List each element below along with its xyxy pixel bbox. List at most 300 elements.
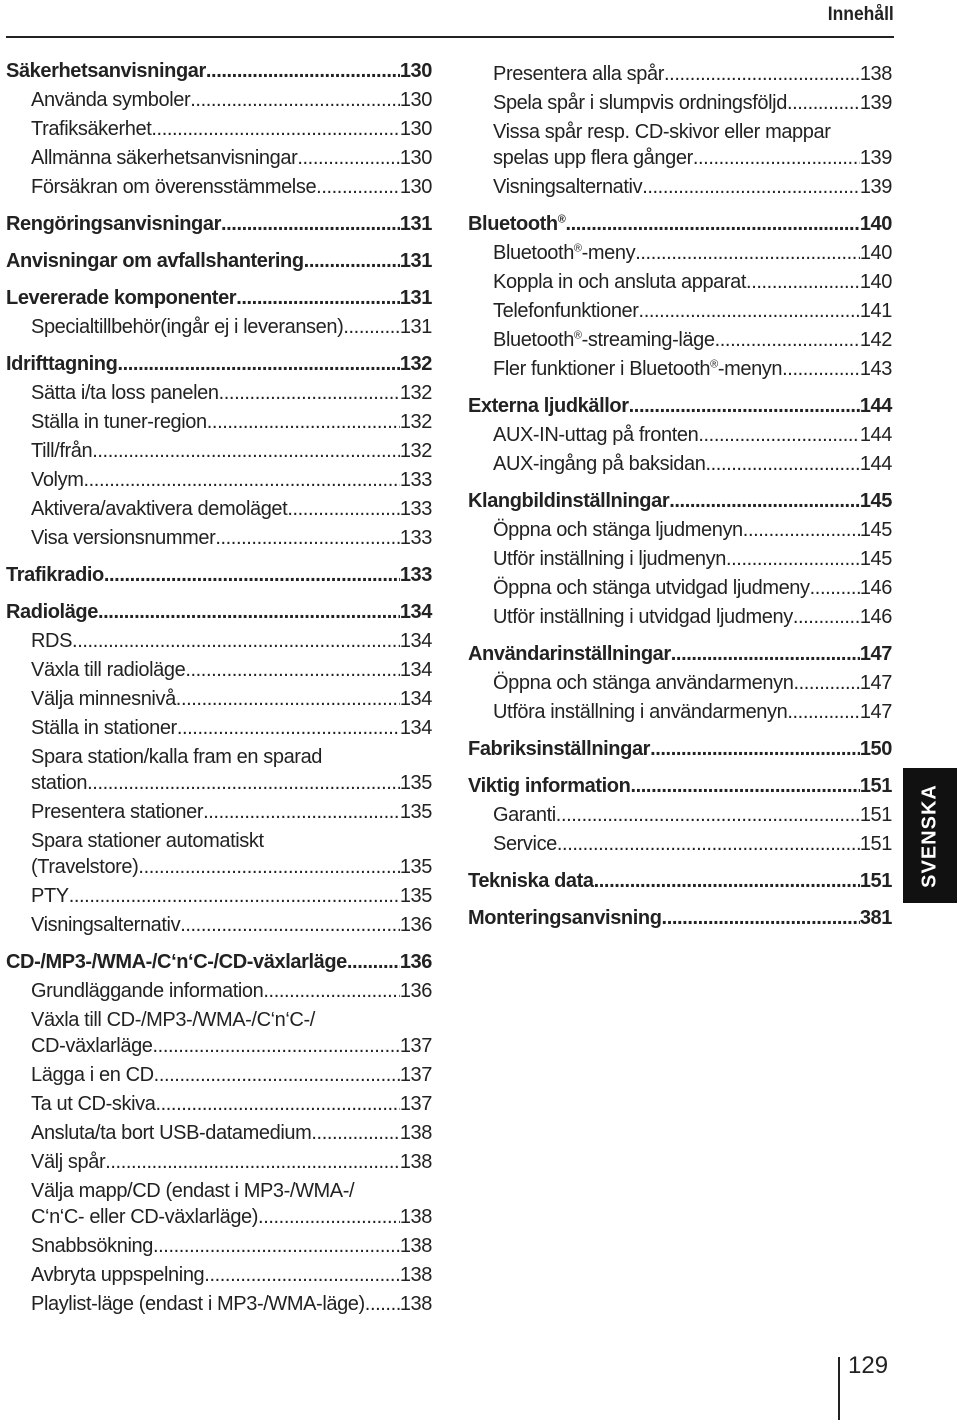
toc-entry-label: [31, 657, 185, 683]
toc-entry-text: Bluetooth: [493, 329, 574, 351]
toc-page-number: 130: [399, 118, 432, 140]
toc-entry[interactable]: [6, 467, 432, 493]
toc-section[interactable]: [468, 211, 892, 237]
toc-entry-label: [468, 736, 650, 762]
toc-page-number: 146: [859, 577, 892, 599]
toc-page-number: 145: [859, 548, 892, 570]
toc-entry[interactable]: [6, 314, 432, 340]
toc-entry-text: Volym: [31, 469, 84, 491]
toc-entry-label: [6, 351, 117, 377]
toc-entry-label: [493, 422, 698, 448]
dot-leader: [810, 575, 860, 601]
toc-page-number: 134: [399, 688, 432, 710]
header-title: Innehåll: [827, 4, 894, 25]
dot-leader: [343, 314, 399, 340]
toc-page-number: 142: [859, 329, 892, 351]
toc-entry-label: [493, 356, 782, 382]
toc-page-number: 134: [399, 717, 432, 739]
toc-entry-label: [468, 905, 662, 931]
dot-leader: [180, 912, 400, 938]
dot-leader: [557, 831, 860, 857]
toc-page-number: 140: [859, 242, 892, 264]
toc-page-number: 147: [859, 643, 892, 665]
toc-entry-label-line: Spara station/kalla fram en sparad: [31, 746, 323, 768]
toc-entry[interactable]: [6, 1204, 432, 1230]
dot-leader: [155, 1091, 399, 1117]
toc-entry-text: CD-växlarläge: [31, 1035, 153, 1057]
toc-entry-text: Växla till radioläge: [31, 659, 186, 681]
toc-entry[interactable]: [6, 770, 432, 796]
dot-leader: [185, 657, 400, 683]
toc-entry[interactable]: [6, 1062, 432, 1088]
toc-entry-label-line: Växla till CD-/MP3-/WMA-/C‘n‘C-/: [31, 1009, 315, 1031]
toc-entry-text: station: [31, 772, 88, 794]
toc-entry-text-suffix: -streaming-läge: [581, 329, 715, 351]
toc-entry-text: Trafiksäkerhet: [31, 118, 152, 140]
toc-page-number: 144: [859, 453, 892, 475]
dot-leader: [726, 546, 860, 572]
toc-entry-text: PTY: [31, 885, 69, 907]
toc-entry-text: Öppna och stänga användarmenyn: [493, 672, 794, 694]
toc-section[interactable]: [6, 211, 432, 237]
toc-page-number: 137: [399, 1064, 432, 1086]
toc-section[interactable]: [468, 488, 892, 514]
dot-leader: [642, 174, 860, 200]
toc-entry-text: Tekniska data: [468, 870, 594, 892]
dot-leader: [153, 1033, 400, 1059]
toc-entry-text: Trafikradio: [6, 564, 104, 586]
dot-leader: [594, 868, 860, 894]
toc-page-number: 133: [399, 564, 432, 586]
toc-entry-text: Spela spår i slumpvis ordningsföljd: [493, 92, 787, 114]
dot-leader: [154, 1062, 400, 1088]
toc-entry-label: [493, 269, 746, 295]
toc-entry-text: Användarinställningar: [468, 643, 671, 665]
toc-entry-text: Grundläggande information: [31, 980, 264, 1002]
toc-entry-text: Externa ljudkällor: [468, 395, 629, 417]
toc-entry-text: Koppla in och ansluta apparat: [493, 271, 747, 293]
language-tab: [903, 768, 957, 903]
registered-mark: ®: [710, 358, 718, 371]
toc-entry-label: [31, 314, 343, 340]
toc-page-number: 151: [859, 870, 892, 892]
dot-leader: [669, 488, 860, 514]
toc-entry-label: [31, 799, 203, 825]
toc-page-number: 139: [859, 176, 892, 198]
dot-leader: [635, 240, 860, 266]
toc-entry[interactable]: [6, 883, 432, 909]
toc-page-number: 151: [859, 804, 892, 826]
toc-page-number: 143: [859, 358, 892, 380]
toc-entry-label: [6, 562, 104, 588]
toc-page-number: 131: [399, 316, 432, 338]
toc-entry-label: [493, 670, 793, 696]
toc-section[interactable]: [6, 949, 432, 975]
toc-entry-text: (Travelstore): [31, 856, 139, 878]
toc-entry-label: [493, 327, 715, 353]
toc-entry-label: [31, 174, 316, 200]
toc-entry-label: [6, 58, 206, 84]
toc-entry[interactable]: [6, 1149, 432, 1175]
toc-entry-text: Visningsalternativ: [31, 914, 181, 936]
toc-entry-label: [31, 883, 69, 909]
dot-leader: [664, 61, 860, 87]
toc-entry[interactable]: [468, 517, 892, 543]
toc-entry[interactable]: [468, 422, 892, 448]
toc-entry[interactable]: [6, 1091, 432, 1117]
toc-entry-label: [493, 831, 557, 857]
toc-page-number: 137: [399, 1093, 432, 1115]
toc-page-number: 147: [859, 672, 892, 694]
toc-entry-text: Säkerhetsanvisningar: [6, 60, 206, 82]
toc-entry[interactable]: [6, 657, 432, 683]
dot-leader: [117, 351, 399, 377]
toc-entry[interactable]: [468, 269, 892, 295]
dot-leader: [287, 496, 400, 522]
toc-page-number: 131: [399, 213, 432, 235]
toc-entry-text: Ställa in stationer: [31, 717, 177, 739]
toc-entry-label: [31, 1262, 204, 1288]
toc-entry-text: Telefonfunktioner: [493, 300, 639, 322]
toc-entry[interactable]: [468, 831, 892, 857]
toc-entry-text: Lägga i en CD: [31, 1064, 154, 1086]
toc-entry[interactable]: [6, 686, 432, 712]
toc-entry-label: [31, 1204, 258, 1230]
toc-page-number: 131: [399, 287, 432, 309]
dot-leader: [221, 211, 400, 237]
toc-entry-text: Ansluta/ta bort USB-datamedium: [31, 1122, 312, 1144]
toc-entry-label: [493, 604, 793, 630]
dot-leader: [219, 380, 400, 406]
toc-entry-text: Viktig information: [468, 775, 631, 797]
toc-entry[interactable]: [6, 1262, 432, 1288]
toc-entry[interactable]: [6, 912, 432, 938]
dot-leader: [69, 883, 400, 909]
toc-page-number: 381: [859, 907, 892, 929]
toc-entry-label: [31, 1233, 153, 1259]
toc-entry-text: Ställa in tuner-region: [31, 411, 207, 433]
toc-entry-label: [493, 240, 635, 266]
toc-entry-label: [31, 145, 297, 171]
toc-section[interactable]: [468, 641, 892, 667]
dot-leader: [311, 1120, 399, 1146]
toc-entry-label: [31, 1033, 153, 1059]
toc-entry[interactable]: [6, 438, 432, 464]
toc-entry[interactable]: [468, 356, 892, 382]
toc-page-number: 135: [399, 801, 432, 823]
toc-entry[interactable]: [468, 802, 892, 828]
toc-entry-text: Service: [493, 833, 557, 855]
toc-entry-label: [31, 380, 219, 406]
dot-leader: [743, 517, 860, 543]
toc-entry-label: [31, 116, 151, 142]
toc-page-number: 151: [859, 833, 892, 855]
toc-entry[interactable]: [6, 174, 432, 200]
toc-entry[interactable]: [468, 174, 892, 200]
toc-entry-text: Utföra inställning i användarmenyn: [493, 701, 788, 723]
toc-entry-text: Garanti: [493, 804, 556, 826]
toc-page-number: 138: [399, 1206, 432, 1228]
toc-page-number: 132: [399, 353, 432, 375]
toc-entry-label: [31, 409, 207, 435]
toc-page-number: 144: [859, 395, 892, 417]
dot-leader: [104, 562, 400, 588]
toc-entry-label: [493, 546, 726, 572]
toc-entry-label-line: Vissa spår resp. CD-skivor eller mappar: [493, 121, 831, 143]
dot-leader: [236, 285, 400, 311]
dot-leader: [316, 174, 400, 200]
page-header: [6, 0, 894, 38]
dot-leader: [207, 409, 400, 435]
page-number: 129: [848, 1352, 889, 1379]
toc-entry-label: [31, 438, 92, 464]
registered-mark: ®: [573, 329, 582, 342]
toc-entry-label: [31, 87, 190, 113]
toc-entry-text: Försäkran om överensstämmelse: [31, 176, 317, 198]
toc-section[interactable]: [468, 736, 892, 762]
registered-mark: ®: [557, 213, 566, 226]
toc-entry-label-line: Välja mapp/CD (endast i MP3-/WMA-/: [31, 1180, 355, 1202]
dot-leader: [639, 298, 860, 324]
toc-entry[interactable]: [6, 380, 432, 406]
toc-page-number: 132: [399, 411, 432, 433]
toc-entry[interactable]: [468, 327, 892, 353]
toc-page-number: 139: [859, 147, 892, 169]
toc-page-number: 134: [399, 601, 432, 623]
toc-page-number: 140: [859, 213, 892, 235]
toc-entry[interactable]: [6, 854, 432, 880]
toc-page-number: 150: [859, 738, 892, 760]
toc-entry[interactable]: [468, 575, 892, 601]
toc-entry-text: Levererade komponenter: [6, 287, 237, 309]
toc-entry[interactable]: [468, 546, 892, 572]
toc-entry-text: Sätta i/ta loss panelen: [31, 382, 219, 404]
toc-entry[interactable]: [468, 61, 892, 87]
toc-page-number: 145: [859, 490, 892, 512]
toc-entry-label: [6, 285, 236, 311]
toc-page-number: 135: [399, 885, 432, 907]
toc-entry-label: [468, 868, 594, 894]
toc-section[interactable]: [468, 905, 892, 931]
toc-entry-label: [31, 496, 287, 522]
toc-entry-text: CD-/MP3-/WMA-/C‘n‘C-/CD-växlarläge: [6, 951, 347, 973]
registered-mark: ®: [573, 242, 582, 255]
toc-entry[interactable]: [6, 145, 432, 171]
toc-page-number: 138: [399, 1122, 432, 1144]
toc-page-number: 144: [859, 424, 892, 446]
dot-leader: [204, 1262, 400, 1288]
dot-leader: [92, 438, 400, 464]
toc-page-number: 130: [399, 147, 432, 169]
toc-entry-text: Presentera stationer: [31, 801, 204, 823]
toc-entry-text: RDS: [31, 630, 73, 652]
dot-leader: [556, 802, 860, 828]
toc-section[interactable]: [468, 393, 892, 419]
toc-entry-text: Öppna och stänga utvidgad ljudmeny: [493, 577, 810, 599]
toc-entry[interactable]: [468, 145, 892, 171]
toc-page-number: 131: [399, 250, 432, 272]
toc-entry-label: [31, 715, 177, 741]
toc-entry-label: [31, 1149, 105, 1175]
toc-page-number: 136: [399, 914, 432, 936]
dot-leader: [671, 641, 860, 667]
toc-entry-label: [493, 90, 787, 116]
dot-leader: [787, 90, 860, 116]
toc-page-number: 145: [859, 519, 892, 541]
toc-entry[interactable]: [468, 699, 892, 725]
toc-entry-text: Ta ut CD-skiva: [31, 1093, 156, 1115]
toc-entry[interactable]: [6, 799, 432, 825]
toc-entry-text: Utför inställning i utvidgad ljudmeny: [493, 606, 793, 628]
dot-leader: [151, 116, 399, 142]
dot-leader: [153, 1233, 400, 1259]
dot-leader: [693, 145, 860, 171]
toc-entry-text: Idrifttagning: [6, 353, 118, 375]
toc-entry[interactable]: [6, 1291, 432, 1317]
toc-section[interactable]: [468, 868, 892, 894]
toc-entry-label: [493, 802, 556, 828]
dot-leader: [365, 1291, 400, 1317]
toc-entry-text: Bluetooth: [493, 242, 574, 264]
dot-leader: [746, 269, 860, 295]
toc-page-number: 138: [859, 63, 892, 85]
toc-entry-label: [493, 298, 639, 324]
toc-entry-text: Visningsalternativ: [493, 176, 643, 198]
toc-entry-text: Avbryta uppspelning: [31, 1264, 205, 1286]
toc-entry[interactable]: [6, 978, 432, 1004]
toc-entry-label: [6, 248, 304, 274]
toc-entry-label: [468, 211, 565, 237]
toc-entry[interactable]: [468, 451, 892, 477]
toc-entry-text: Rengöringsanvisningar: [6, 213, 221, 235]
toc-section[interactable]: [6, 351, 432, 377]
toc-entry[interactable]: [468, 670, 892, 696]
toc-entry[interactable]: [6, 496, 432, 522]
toc-entry-text: Fler funktioner i Bluetooth: [493, 358, 711, 380]
toc-section[interactable]: [6, 562, 432, 588]
toc-entry-label: [31, 1091, 155, 1117]
toc-page-number: 151: [859, 775, 892, 797]
toc-page-number: 130: [399, 176, 432, 198]
toc-section[interactable]: [468, 773, 892, 799]
toc-entry[interactable]: [468, 90, 892, 116]
dot-leader: [793, 670, 859, 696]
toc-entry-text: Visa versionsnummer: [31, 527, 216, 549]
toc-entry-label-line: Spara stationer automatiskt: [31, 830, 264, 852]
toc-page-number: 136: [399, 980, 432, 1002]
toc-entry-label: [31, 525, 215, 551]
toc-entry[interactable]: [6, 628, 432, 654]
dot-leader: [297, 145, 399, 171]
toc-page-number: 133: [399, 469, 432, 491]
toc-section[interactable]: [6, 58, 432, 84]
toc-entry-label: [31, 1291, 365, 1317]
toc-section[interactable]: [6, 285, 432, 311]
toc-entry-text-suffix: -menyn: [717, 358, 783, 380]
toc-entry-label: [31, 854, 138, 880]
toc-entry-label: [31, 628, 72, 654]
dot-leader: [87, 770, 400, 796]
toc-page-number: 133: [399, 498, 432, 520]
toc-entry-text: Öppna och stänga ljudmenyn: [493, 519, 743, 541]
toc-entry[interactable]: [6, 116, 432, 142]
dot-leader: [787, 699, 859, 725]
toc-column-right: [468, 58, 892, 931]
toc-entry-text: Aktivera/avaktivera demoläget: [31, 498, 288, 520]
dot-leader: [263, 978, 399, 1004]
toc-section[interactable]: [6, 599, 432, 625]
toc-section[interactable]: [6, 248, 432, 274]
toc-entry[interactable]: [6, 1033, 432, 1059]
toc-page-number: 135: [399, 772, 432, 794]
dot-leader: [793, 604, 860, 630]
toc-page-number: 135: [399, 856, 432, 878]
toc-entry[interactable]: [6, 1233, 432, 1259]
dot-leader: [98, 599, 400, 625]
toc-entry-label: [493, 451, 705, 477]
toc-entry-text: Utför inställning i ljudmenyn: [493, 548, 726, 570]
toc-entry-label: [493, 575, 810, 601]
toc-page-number: 130: [399, 89, 432, 111]
toc-entry-text: Anvisningar om avfallshantering: [6, 250, 304, 272]
dot-leader: [206, 58, 400, 84]
toc-entry-label: [31, 686, 176, 712]
dot-leader: [705, 451, 859, 477]
toc-page-number: 141: [859, 300, 892, 322]
toc-entry[interactable]: [468, 604, 892, 630]
toc-entry-text: Välj spår: [31, 1151, 106, 1173]
dot-leader: [258, 1204, 400, 1230]
toc-page-number: 133: [399, 527, 432, 549]
page-number-rule: [838, 1357, 840, 1420]
toc-entry-label: [493, 699, 787, 725]
toc-page-number: 147: [859, 701, 892, 723]
toc-entry-label: [493, 61, 664, 87]
dot-leader: [715, 327, 860, 353]
toc-page-number: 136: [399, 951, 432, 973]
toc-entry-label: [6, 949, 347, 975]
toc-entry[interactable]: [6, 1120, 432, 1146]
toc-entry-text: Presentera alla spår: [493, 63, 664, 85]
toc-entry-label: [468, 488, 669, 514]
toc-entry[interactable]: [468, 298, 892, 324]
toc-entry-text: AUX-ingång på baksidan: [493, 453, 706, 475]
toc-entry-label: [493, 145, 693, 171]
toc-entry-label: [468, 393, 629, 419]
toc-entry[interactable]: [6, 525, 432, 551]
toc-entry[interactable]: [6, 409, 432, 435]
toc-entry-text: Fabriksinställningar: [468, 738, 651, 760]
toc-entry[interactable]: [6, 715, 432, 741]
dot-leader: [629, 393, 860, 419]
toc-entry[interactable]: [468, 240, 892, 266]
toc-page-number: 134: [399, 630, 432, 652]
toc-page-number: 132: [399, 440, 432, 462]
dot-leader: [215, 525, 400, 551]
toc-column-left: [6, 58, 432, 1317]
dot-leader: [177, 715, 400, 741]
dot-leader: [190, 87, 400, 113]
toc-page-number: 130: [399, 60, 432, 82]
language-tab-label: SVENSKA: [918, 783, 941, 888]
dot-leader: [347, 949, 400, 975]
dot-leader: [72, 628, 400, 654]
toc-entry-label: [31, 912, 180, 938]
toc-entry-label: [31, 978, 263, 1004]
toc-entry[interactable]: [6, 87, 432, 113]
dot-leader: [662, 905, 860, 931]
toc-entry-text: Playlist-läge (endast i MP3-/WMA-läge): [31, 1293, 365, 1315]
